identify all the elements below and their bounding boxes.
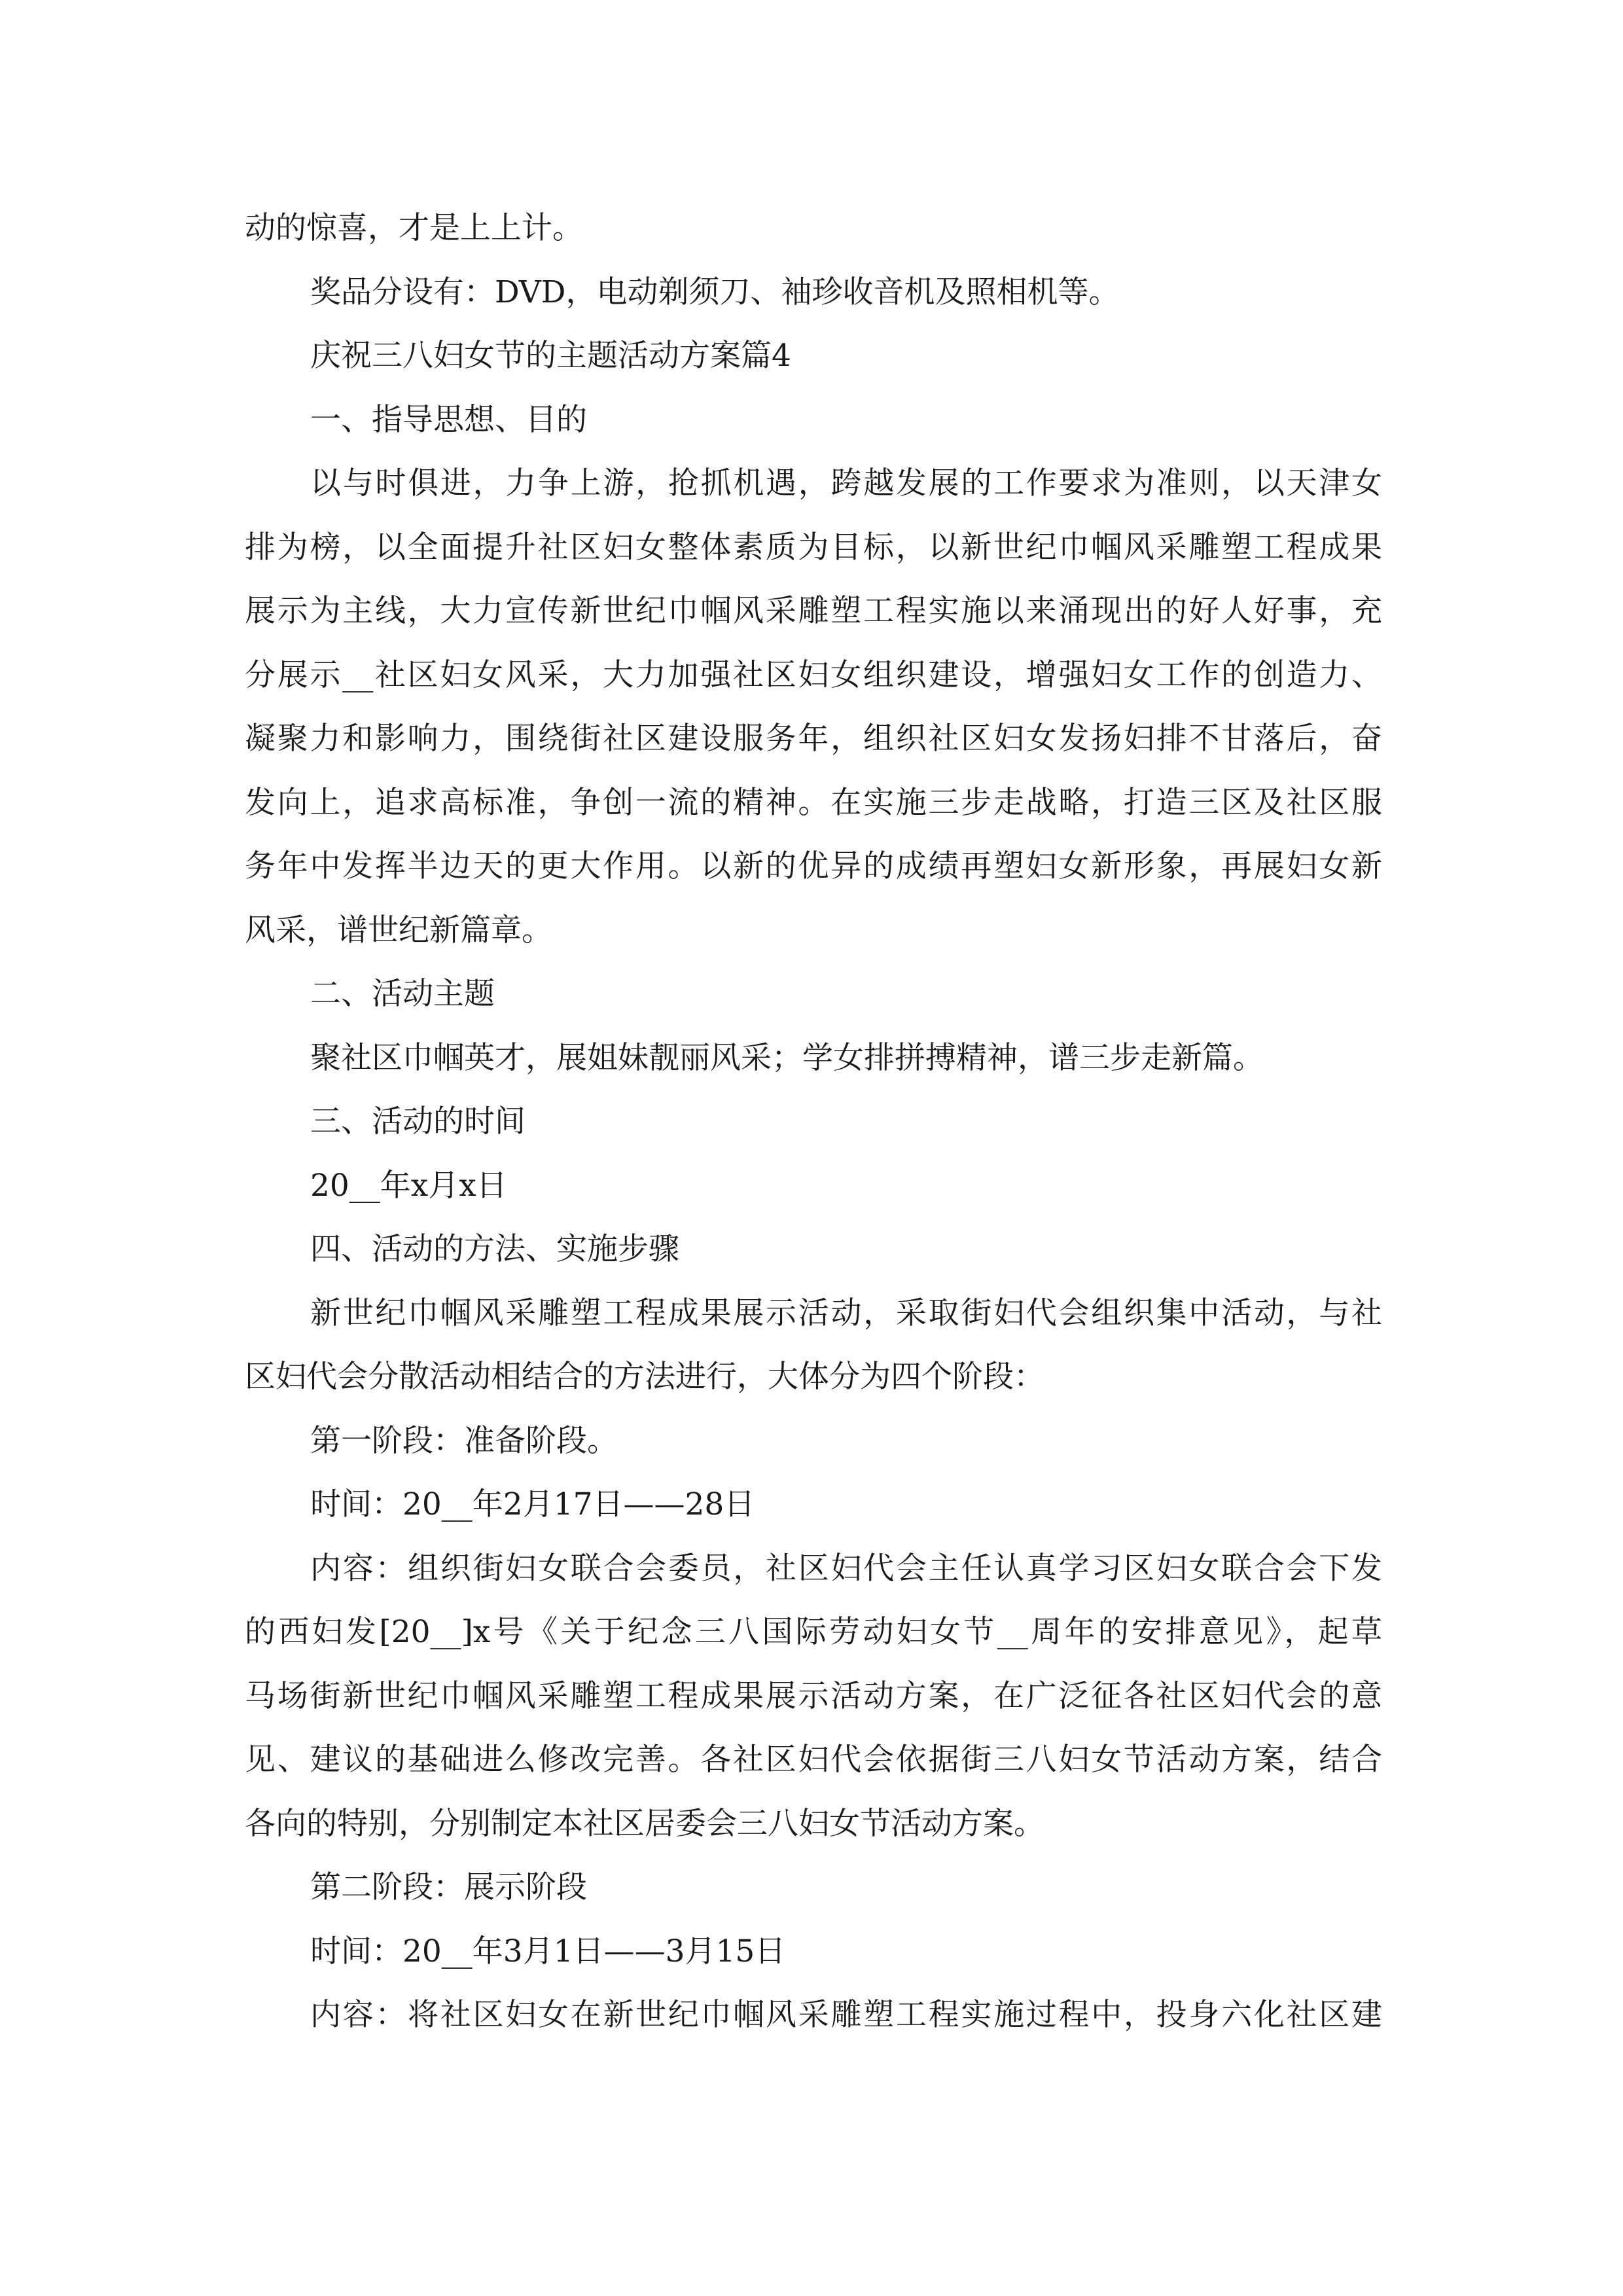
text-line: 动的惊喜，才是上上计。 [245, 210, 583, 246]
text-line: 庆祝三八妇女节的主题活动方案篇4 [310, 338, 791, 374]
text-line: 风采，谱世纪新篇章。 [245, 912, 552, 948]
text-line: 内容：组织街妇女联合会委员，社区妇代会主任认真学习区妇女联合会下发 [310, 1550, 1382, 1587]
document-body [245, 196, 1382, 2047]
text-line: 务年中发挥半边天的更大作用。以新的优异的成绩再塑妇女新形象，再展妇女新 [245, 848, 1382, 884]
text-line: 20__年x月x日 [310, 1167, 507, 1204]
text-line: 排为榜，以全面提升社区妇女整体素质为目标，以新世纪巾帼风采雕塑工程成果 [245, 529, 1382, 565]
text-line: 时间：20__年3月1日——3月15日 [310, 1933, 786, 1969]
text-line: 第二阶段：展示阶段 [310, 1869, 587, 1905]
text-line: 以与时俱进，力争上游，抢抓机遇，跨越发展的工作要求为准则，以天津女 [310, 465, 1382, 501]
text-line: 内容：将社区妇女在新世纪巾帼风采雕塑工程实施过程中，投身六化社区建 [310, 1997, 1382, 2033]
text-line: 奖品分设有：DVD，电动剃须刀、袖珍收音机及照相机等。 [310, 274, 1120, 310]
text-line: 二、活动主题 [310, 976, 495, 1012]
text-line: 见、建议的基础进么修改完善。各社区妇代会依据街三八妇女节活动方案，结合 [245, 1742, 1382, 1778]
text-line: 马场街新世纪巾帼风采雕塑工程成果展示活动方案，在广泛征各社区妇代会的意 [245, 1677, 1382, 1714]
text-line: 展示为主线，大力宣传新世纪巾帼风采雕塑工程实施以来涌现出的好人好事，充 [245, 593, 1382, 629]
text-line: 三、活动的时间 [310, 1103, 526, 1139]
text-line: 区妇代会分散活动相结合的方法进行，大体分为四个阶段： [245, 1359, 1044, 1395]
text-line: 各向的特别，分别制定本社区居委会三八妇女节活动方案。 [245, 1805, 1044, 1842]
text-line: 新世纪巾帼风采雕塑工程成果展示活动，采取街妇代会组织集中活动，与社 [310, 1295, 1382, 1331]
text-line: 聚社区巾帼英才，展姐妹靓丽风采；学女排拼搏精神，谱三步走新篇。 [310, 1039, 1264, 1076]
text-line: 发向上，追求高标准，争创一流的精神。在实施三步走战略，打造三区及社区服 [245, 784, 1382, 821]
text-line: 一、指导思想、目的 [310, 401, 587, 438]
text-line: 分展示__社区妇女风采，大力加强社区妇女组织建设，增强妇女工作的创造力、 [245, 656, 1382, 693]
text-line: 时间：20__年2月17日——28日 [310, 1486, 755, 1522]
text-line: 第一阶段：准备阶段。 [310, 1422, 618, 1459]
text-line: 凝聚力和影响力，围绕街社区建设服务年，组织社区妇女发扬妇排不甘落后，奋 [245, 721, 1382, 757]
text-line: 四、活动的方法、实施步骤 [310, 1231, 679, 1267]
text-line: 的西妇发[20__]x号《关于纪念三八国际劳动妇女节__周年的安排意见》，起草 [245, 1614, 1382, 1650]
